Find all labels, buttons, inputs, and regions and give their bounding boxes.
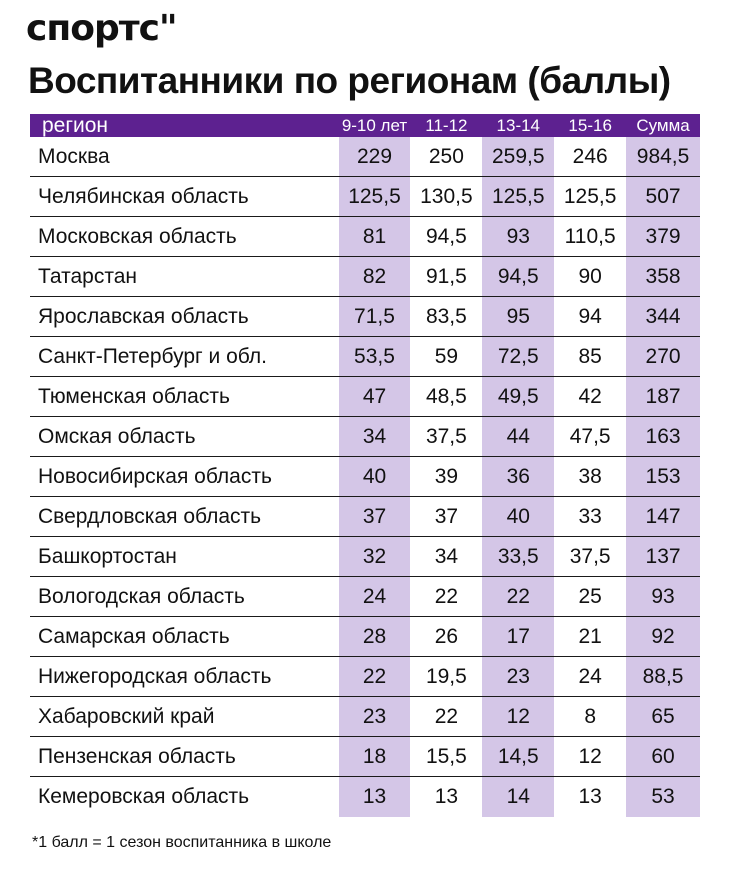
value-cell: 37 [339,497,411,536]
value-cell: 21 [578,624,602,648]
value-cell: 91,5 [425,264,467,288]
table-row [30,577,700,617]
data-table [30,114,700,817]
region-cell: Кемеровская область [38,785,250,808]
sports-logo: спортс" [26,8,177,49]
column-header-1: 9-10 лет [341,115,408,135]
value-cell: 22 [482,577,554,616]
value-cell: 34 [434,544,459,568]
value-cell: 270 [626,337,700,376]
value-cell: 984,5 [626,137,700,176]
table-row [30,497,700,537]
table-row [30,217,700,257]
value-cell: 33 [578,504,602,528]
value-cell: 137 [626,537,700,576]
table-row [30,777,700,817]
value-cell: 22 [434,584,459,608]
value-cell: 15,5 [425,744,467,768]
value-cell: 33,5 [482,537,554,576]
value-cell: 110,5 [564,224,616,248]
value-cell: 12 [482,697,554,736]
value-cell: 59 [434,344,459,368]
value-cell: 24 [578,664,602,688]
region-cell: Вологодская область [38,584,245,608]
column-header-5: Сумма [636,115,690,135]
region-cell: Ярославская область [38,304,249,328]
table-row [30,297,700,337]
footnote: *1 балл = 1 сезон воспитанника в школе [32,834,332,851]
region-cell: Пензенская область [38,744,236,768]
table-header [30,114,700,137]
column-header-2: 11-12 [425,115,468,135]
table-row [30,657,700,697]
value-cell: 60 [626,737,700,776]
region-cell: Москва [38,144,110,168]
region-cell: Татарстан [38,264,138,288]
value-cell: 8 [584,704,596,728]
value-cell: 22 [339,657,411,696]
region-cell: Омская область [38,424,196,448]
value-cell: 92 [626,617,700,656]
region-cell: Челябинская область [38,184,249,208]
value-cell: 93 [482,217,554,256]
value-cell: 71,5 [339,297,411,336]
column-header-3: 13-14 [496,115,541,135]
value-cell: 34 [339,417,411,456]
value-cell: 40 [339,457,411,496]
value-cell: 18 [339,737,411,776]
table-body [30,137,700,817]
value-cell: 125,5 [482,177,554,216]
value-cell: 49,5 [482,377,554,416]
value-cell: 94,5 [425,224,467,248]
value-cell: 17 [482,617,554,656]
value-cell: 13 [339,777,411,817]
column-header-4: 15-16 [568,115,612,135]
value-cell: 130,5 [420,184,473,208]
value-cell: 14,5 [482,737,554,776]
value-cell: 65 [626,697,700,736]
value-cell: 42 [578,384,602,408]
region-cell: Башкортостан [38,544,177,568]
region-cell: Хабаровский край [38,704,215,728]
value-cell: 147 [626,497,700,536]
table-row [30,457,700,497]
value-cell: 12 [578,744,602,768]
region-cell: Тюменская область [38,384,230,408]
value-cell: 44 [482,417,554,456]
value-cell: 37,5 [569,544,611,568]
value-cell: 83,5 [425,304,467,328]
region-cell: Нижегородская область [38,664,272,688]
value-cell: 85 [578,344,602,368]
table-row [30,537,700,577]
value-cell: 40 [482,497,554,536]
value-cell: 26 [434,624,459,648]
region-cell: Самарская область [38,624,230,648]
table-row [30,177,700,217]
value-cell: 37 [434,504,459,528]
value-cell: 94 [578,304,602,328]
value-cell: 507 [626,177,700,216]
value-cell: 13 [578,785,602,808]
value-cell: 379 [626,217,700,256]
value-cell: 187 [626,377,700,416]
value-cell: 250 [428,144,464,168]
value-cell: 90 [578,264,602,288]
value-cell: 163 [626,417,700,456]
value-cell: 259,5 [482,137,554,176]
value-cell: 246 [572,144,608,168]
table-row [30,617,700,657]
value-cell: 88,5 [626,657,700,696]
page-title: Воспитанники по регионам (баллы) [28,60,671,101]
value-cell: 36 [482,457,554,496]
value-cell: 47,5 [569,424,611,448]
value-cell: 39 [434,464,459,488]
value-cell: 25 [578,584,602,608]
value-cell: 24 [339,577,411,616]
value-cell: 14 [482,777,554,817]
value-cell: 82 [339,257,411,296]
value-cell: 48,5 [425,384,467,408]
table-row [30,697,700,737]
column-header-0: регион [42,113,109,137]
region-cell: Московская область [38,224,237,248]
value-cell: 37,5 [425,424,467,448]
value-cell: 93 [626,577,700,616]
value-cell: 229 [339,137,411,176]
value-cell: 95 [482,297,554,336]
region-cell: Новосибирская область [38,464,272,488]
table-row [30,137,700,177]
value-cell: 53 [626,777,700,817]
value-cell: 72,5 [482,337,554,376]
table-row [30,417,700,457]
table-row [30,737,700,777]
value-cell: 22 [434,704,459,728]
value-cell: 32 [339,537,411,576]
region-cell: Свердловская область [38,504,262,528]
value-cell: 53,5 [339,337,411,376]
value-cell: 38 [578,464,602,488]
table-row [30,257,700,297]
value-cell: 28 [339,617,411,656]
value-cell: 125,5 [339,177,411,216]
value-cell: 94,5 [482,257,554,296]
value-cell: 19,5 [425,664,467,688]
value-cell: 358 [626,257,700,296]
value-cell: 23 [339,697,411,736]
value-cell: 125,5 [563,184,617,208]
region-cell: Санкт-Петербург и обл. [38,344,267,368]
value-cell: 47 [339,377,411,416]
value-cell: 13 [434,785,459,808]
table-row [30,377,700,417]
value-cell: 81 [339,217,411,256]
value-cell: 344 [626,297,700,336]
table-row [30,337,700,377]
value-cell: 23 [482,657,554,696]
value-cell: 153 [626,457,700,496]
